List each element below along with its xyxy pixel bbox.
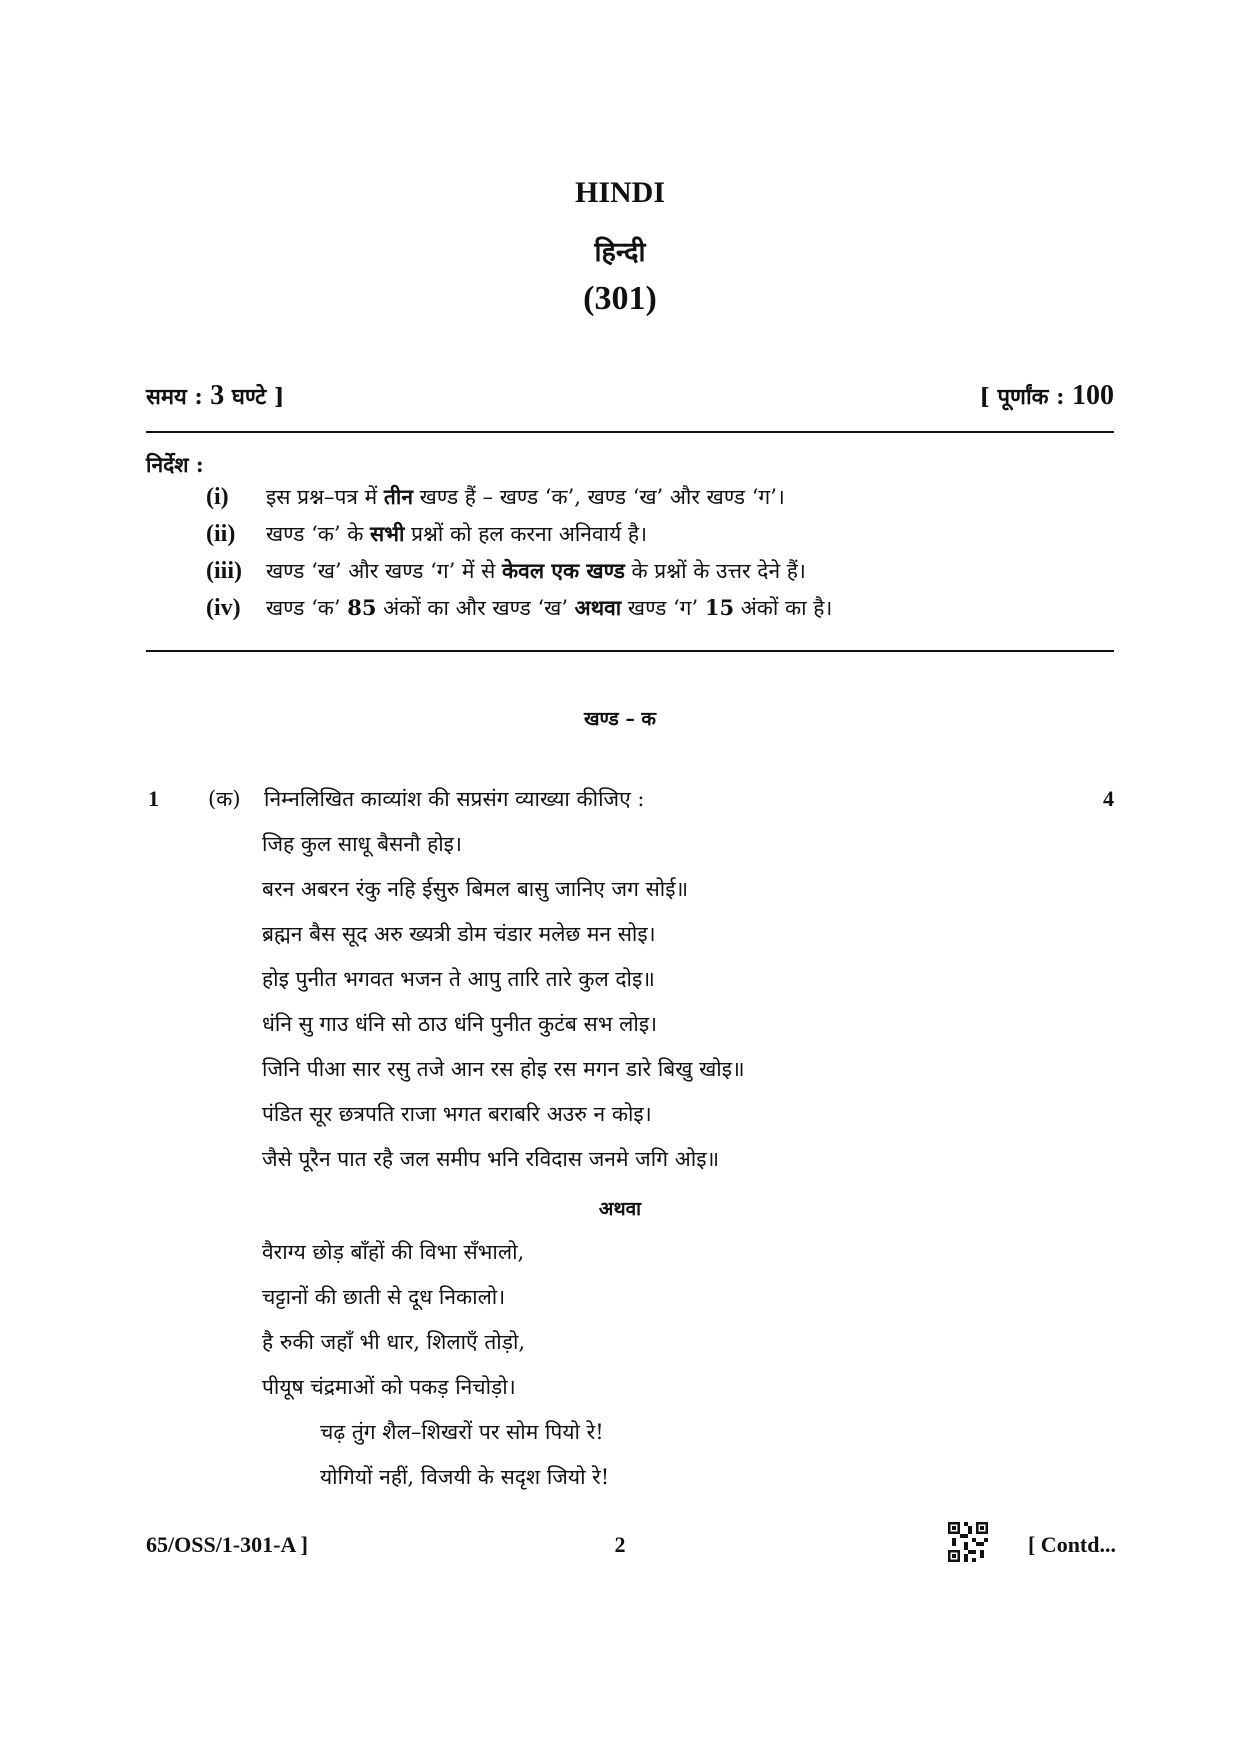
instruction-text: इस प्रश्न–पत्र में तीन खण्ड हैं – खण्ड ‘क’, खण्ड ‘ख’ और खण्ड ‘ग’। (266, 484, 785, 509)
question-marks: 4 (1103, 786, 1114, 811)
poem-b (262, 1238, 1122, 1508)
title-english: HINDI (574, 176, 665, 209)
instruction-item (206, 520, 1106, 557)
poem-line: पीयूष चंद्रमाओं को पकड़ निचोड़ो। (262, 1375, 516, 1399)
instructions-list (206, 483, 1106, 631)
time-value: 3 (210, 380, 225, 411)
marks-value: 100 (1072, 380, 1114, 411)
or-label: अथवा (598, 1198, 642, 1220)
poem-line: धंनि सु गाउ धंनि सो ठाउ धंनि पुनीत कुटंब सभ लोइ। (262, 1012, 658, 1036)
poem-line: जिनि पीआ सार रसु तजे आन रस होइ रस मगन डारे बिखु खोइ॥ (262, 1057, 745, 1081)
instruction-number: (i) (206, 484, 229, 510)
poem-line: जिह कुल साधू बैसनौ होइ। (262, 832, 462, 856)
time-info (146, 380, 284, 412)
continued-label: [ Contd... (1027, 1532, 1116, 1557)
poem-line: चट्टानों की छाती से दूध निकालो। (262, 1285, 506, 1309)
time-prefix: समय : (146, 384, 211, 410)
instruction-text: खण्ड ‘ख’ और खण्ड ‘ग’ में से केवल एक खण्ड के प्रश्नों के उत्तर देने हैं। (266, 558, 806, 583)
poem-line: ब्रह्मन बैस सूद अरु ख्यत्री डोम चंडार मलेछ मन सोइ। (262, 922, 656, 946)
poem-line: बरन अबरन रंकु नहि ईसुरु बिमल बासु जानिए जग सोई॥ (262, 877, 689, 901)
instruction-number: (iii) (206, 558, 242, 584)
instruction-item (206, 557, 1106, 594)
paper-code: 65/OSS/1-301-A ] (146, 1532, 308, 1557)
instruction-text: खण्ड ‘क’ 85 अंकों का और खण्ड ‘ख’ अथवा खण्ड ‘ग’ 15 अंकों का है। (266, 595, 833, 620)
section-title: खण्ड – क (583, 708, 657, 730)
poem-line: होइ पुनीत भगवत भजन ते आपु तारि तारे कुल दोइ॥ (262, 967, 655, 991)
poem-line: पंडित सूर छत्रपति राजा भगत बराबरि अउरु न कोइ। (262, 1102, 652, 1126)
qr-code-icon (948, 1522, 988, 1562)
max-marks-info (979, 380, 1114, 412)
time-suffix: घण्टे ] (224, 384, 285, 410)
poem-a (262, 830, 1122, 1190)
subject-code: (301) (583, 280, 657, 317)
instruction-item (206, 483, 1106, 520)
instruction-number: (iv) (206, 595, 241, 621)
title-hindi: हिन्दी (594, 237, 646, 267)
instruction-number: (ii) (206, 521, 236, 547)
instructions-heading: निर्देश : (146, 452, 204, 477)
poem-line: जैसे पूरैन पात रहै जल समीप भनि रविदास जनमे जगि ओइ॥ (262, 1147, 720, 1171)
bottom-divider (146, 650, 1114, 652)
top-divider (146, 431, 1114, 433)
poem-line: वैराग्य छोड़ बाँहों की विभा सँभालो, (262, 1240, 525, 1264)
marks-prefix: [ पूर्णांक : (979, 384, 1072, 410)
poem-line: चढ़ तुंग शैल–शिखरों पर सोम पियो रे! (320, 1420, 604, 1444)
instruction-text: खण्ड ‘क’ के सभी प्रश्नों को हल करना अनिवार्य है। (266, 521, 648, 546)
question-prompt: निम्नलिखित काव्यांश की सप्रसंग व्याख्या कीजिए : (264, 787, 645, 811)
poem-line: है रुकी जहाँ भी धार, शिलाएँ तोड़ो, (262, 1330, 526, 1354)
question-sub-label: (क) (208, 787, 241, 811)
instruction-item (206, 594, 1106, 631)
page-number: 2 (614, 1532, 626, 1557)
question-number: 1 (148, 786, 159, 811)
poem-line: योगियों नहीं, विजयी के सदृश जियो रे! (320, 1465, 610, 1489)
